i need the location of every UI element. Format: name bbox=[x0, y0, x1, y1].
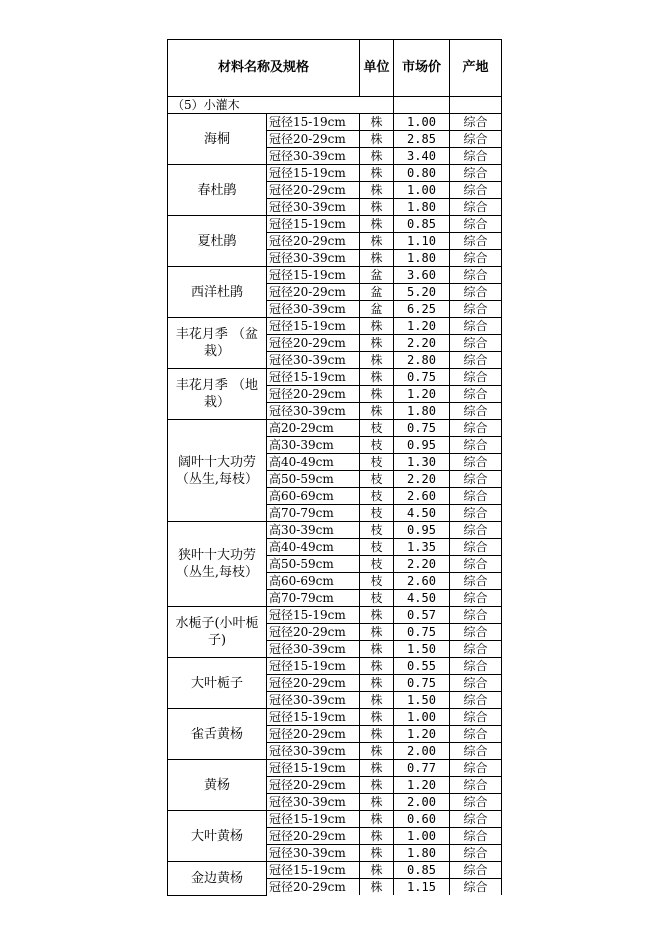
origin-cell: 综合 bbox=[450, 182, 502, 199]
origin-cell: 综合 bbox=[450, 811, 502, 828]
spec-cell: 高60-69cm bbox=[267, 573, 360, 590]
spec-cell: 冠径20-29cm bbox=[267, 386, 360, 403]
unit-cell: 株 bbox=[360, 114, 394, 131]
unit-cell: 株 bbox=[360, 386, 394, 403]
price-cell: 2.20 bbox=[394, 471, 450, 488]
unit-cell: 株 bbox=[360, 131, 394, 148]
price-cell: 0.85 bbox=[394, 862, 450, 879]
material-name: 大叶黄杨 bbox=[168, 811, 267, 862]
material-name: 雀舌黄杨 bbox=[168, 709, 267, 760]
origin-cell: 综合 bbox=[450, 743, 502, 760]
price-cell: 1.00 bbox=[394, 828, 450, 845]
price-cell: 0.80 bbox=[394, 165, 450, 182]
unit-cell: 株 bbox=[360, 182, 394, 199]
origin-cell: 综合 bbox=[450, 675, 502, 692]
spec-cell: 冠径15-19cm bbox=[267, 862, 360, 879]
unit-cell: 株 bbox=[360, 369, 394, 386]
spec-cell: 冠径15-19cm bbox=[267, 216, 360, 233]
unit-cell: 枝 bbox=[360, 556, 394, 573]
origin-cell: 综合 bbox=[450, 148, 502, 165]
origin-cell: 综合 bbox=[450, 352, 502, 369]
price-cell: 4.50 bbox=[394, 590, 450, 607]
origin-cell: 综合 bbox=[450, 522, 502, 539]
spec-cell: 冠径15-19cm bbox=[267, 658, 360, 675]
spec-cell: 冠径15-19cm bbox=[267, 709, 360, 726]
price-cell: 0.95 bbox=[394, 522, 450, 539]
price-cell: 3.40 bbox=[394, 148, 450, 165]
unit-cell: 株 bbox=[360, 624, 394, 641]
unit-cell: 盆 bbox=[360, 301, 394, 318]
origin-cell: 综合 bbox=[450, 488, 502, 505]
unit-cell: 株 bbox=[360, 760, 394, 777]
unit-cell: 株 bbox=[360, 743, 394, 760]
price-cell: 0.55 bbox=[394, 658, 450, 675]
unit-cell: 枝 bbox=[360, 488, 394, 505]
table-row bbox=[168, 607, 502, 624]
price-cell: 0.95 bbox=[394, 437, 450, 454]
origin-cell: 综合 bbox=[450, 709, 502, 726]
unit-cell: 株 bbox=[360, 828, 394, 845]
origin-cell: 综合 bbox=[450, 471, 502, 488]
spec-cell: 冠径15-19cm bbox=[267, 165, 360, 182]
unit-cell: 枝 bbox=[360, 420, 394, 437]
price-cell: 1.20 bbox=[394, 726, 450, 743]
origin-cell: 综合 bbox=[450, 794, 502, 811]
price-cell: 1.00 bbox=[394, 709, 450, 726]
unit-cell: 株 bbox=[360, 318, 394, 335]
table-row bbox=[168, 709, 502, 726]
spec-cell: 冠径30-39cm bbox=[267, 301, 360, 318]
spec-cell: 冠径20-29cm bbox=[267, 726, 360, 743]
origin-cell: 综合 bbox=[450, 607, 502, 624]
unit-cell: 株 bbox=[360, 250, 394, 267]
unit-cell: 株 bbox=[360, 726, 394, 743]
section-title: （5）小灌木 bbox=[168, 97, 394, 114]
price-cell: 1.20 bbox=[394, 318, 450, 335]
price-cell: 4.50 bbox=[394, 505, 450, 522]
origin-cell: 综合 bbox=[450, 267, 502, 284]
unit-cell: 枝 bbox=[360, 539, 394, 556]
unit-cell: 枝 bbox=[360, 471, 394, 488]
unit-cell: 株 bbox=[360, 216, 394, 233]
table-row bbox=[168, 318, 502, 335]
unit-cell: 株 bbox=[360, 862, 394, 879]
origin-cell: 综合 bbox=[450, 233, 502, 250]
table-row bbox=[168, 165, 502, 182]
material-name: 狭叶十大功劳（丛生,每枝） bbox=[168, 522, 267, 607]
spec-cell: 高40-49cm bbox=[267, 454, 360, 471]
price-table-body bbox=[168, 40, 502, 896]
spec-cell: 冠径15-19cm bbox=[267, 318, 360, 335]
unit-cell: 株 bbox=[360, 709, 394, 726]
table-row bbox=[168, 369, 502, 386]
material-name: 夏杜鹃 bbox=[168, 216, 267, 267]
origin-cell: 综合 bbox=[450, 539, 502, 556]
price-cell: 5.20 bbox=[394, 284, 450, 301]
section-empty-cell bbox=[450, 97, 502, 114]
unit-cell: 株 bbox=[360, 811, 394, 828]
table-row bbox=[168, 811, 502, 828]
spec-cell: 高40-49cm bbox=[267, 539, 360, 556]
unit-cell: 株 bbox=[360, 335, 394, 352]
spec-cell: 冠径20-29cm bbox=[267, 624, 360, 641]
table-row bbox=[168, 522, 502, 539]
price-sheet bbox=[167, 39, 502, 896]
price-cell: 1.80 bbox=[394, 403, 450, 420]
price-cell: 6.25 bbox=[394, 301, 450, 318]
spec-cell: 高30-39cm bbox=[267, 522, 360, 539]
origin-cell: 综合 bbox=[450, 505, 502, 522]
material-name: 春杜鹃 bbox=[168, 165, 267, 216]
unit-cell: 株 bbox=[360, 658, 394, 675]
material-name: 丰花月季 （盆栽） bbox=[168, 318, 267, 369]
spec-cell: 冠径30-39cm bbox=[267, 794, 360, 811]
spec-cell: 高50-59cm bbox=[267, 471, 360, 488]
table-row bbox=[168, 216, 502, 233]
price-cell: 1.50 bbox=[394, 692, 450, 709]
header-unit: 单位 bbox=[360, 40, 394, 97]
spec-cell: 冠径20-29cm bbox=[267, 828, 360, 845]
origin-cell: 综合 bbox=[450, 573, 502, 590]
price-cell: 0.75 bbox=[394, 420, 450, 437]
header-name-spec: 材料名称及规格 bbox=[168, 40, 360, 97]
origin-cell: 综合 bbox=[450, 624, 502, 641]
header-price: 市场价 bbox=[394, 40, 450, 97]
spec-cell: 冠径15-19cm bbox=[267, 811, 360, 828]
spec-cell: 冠径30-39cm bbox=[267, 845, 360, 862]
price-cell: 2.60 bbox=[394, 488, 450, 505]
price-cell: 2.00 bbox=[394, 794, 450, 811]
spec-cell: 冠径20-29cm bbox=[267, 335, 360, 352]
unit-cell: 枝 bbox=[360, 590, 394, 607]
origin-cell: 综合 bbox=[450, 165, 502, 182]
spec-cell: 冠径15-19cm bbox=[267, 369, 360, 386]
price-cell: 2.20 bbox=[394, 335, 450, 352]
spec-cell: 高20-29cm bbox=[267, 420, 360, 437]
unit-cell: 株 bbox=[360, 777, 394, 794]
spec-cell: 高60-69cm bbox=[267, 488, 360, 505]
origin-cell: 综合 bbox=[450, 641, 502, 658]
origin-cell: 综合 bbox=[450, 590, 502, 607]
spec-cell: 冠径20-29cm bbox=[267, 131, 360, 148]
material-name: 丰花月季 （地栽） bbox=[168, 369, 267, 420]
origin-cell: 综合 bbox=[450, 386, 502, 403]
spec-cell: 冠径15-19cm bbox=[267, 607, 360, 624]
price-cell: 1.00 bbox=[394, 114, 450, 131]
price-cell: 1.10 bbox=[394, 233, 450, 250]
unit-cell: 株 bbox=[360, 675, 394, 692]
origin-cell: 综合 bbox=[450, 760, 502, 777]
origin-cell: 综合 bbox=[450, 845, 502, 862]
origin-cell: 综合 bbox=[450, 828, 502, 845]
price-cell: 1.80 bbox=[394, 199, 450, 216]
header-row bbox=[168, 40, 502, 97]
spec-cell: 高70-79cm bbox=[267, 590, 360, 607]
unit-cell: 株 bbox=[360, 165, 394, 182]
spec-cell: 冠径30-39cm bbox=[267, 148, 360, 165]
spec-cell: 冠径30-39cm bbox=[267, 743, 360, 760]
origin-cell: 综合 bbox=[450, 420, 502, 437]
origin-cell: 综合 bbox=[450, 403, 502, 420]
origin-cell: 综合 bbox=[450, 114, 502, 131]
spec-cell: 高70-79cm bbox=[267, 505, 360, 522]
price-cell: 0.75 bbox=[394, 624, 450, 641]
origin-cell: 综合 bbox=[450, 879, 502, 896]
unit-cell: 枝 bbox=[360, 522, 394, 539]
origin-cell: 综合 bbox=[450, 658, 502, 675]
price-cell: 0.75 bbox=[394, 675, 450, 692]
origin-cell: 综合 bbox=[450, 726, 502, 743]
price-cell: 1.35 bbox=[394, 539, 450, 556]
price-cell: 2.80 bbox=[394, 352, 450, 369]
spec-cell: 冠径30-39cm bbox=[267, 692, 360, 709]
spec-cell: 高30-39cm bbox=[267, 437, 360, 454]
price-cell: 2.20 bbox=[394, 556, 450, 573]
origin-cell: 综合 bbox=[450, 335, 502, 352]
unit-cell: 枝 bbox=[360, 505, 394, 522]
unit-cell: 株 bbox=[360, 352, 394, 369]
price-cell: 1.30 bbox=[394, 454, 450, 471]
spec-cell: 冠径20-29cm bbox=[267, 233, 360, 250]
price-cell: 0.77 bbox=[394, 760, 450, 777]
material-name: 大叶栀子 bbox=[168, 658, 267, 709]
unit-cell: 株 bbox=[360, 148, 394, 165]
unit-cell: 株 bbox=[360, 879, 394, 896]
origin-cell: 综合 bbox=[450, 131, 502, 148]
spec-cell: 冠径30-39cm bbox=[267, 403, 360, 420]
material-name: 海桐 bbox=[168, 114, 267, 165]
spec-cell: 冠径30-39cm bbox=[267, 199, 360, 216]
spec-cell: 冠径30-39cm bbox=[267, 641, 360, 658]
unit-cell: 株 bbox=[360, 692, 394, 709]
spec-cell: 冠径20-29cm bbox=[267, 777, 360, 794]
section-row bbox=[168, 97, 502, 114]
price-cell: 2.85 bbox=[394, 131, 450, 148]
price-cell: 1.15 bbox=[394, 879, 450, 896]
price-cell: 1.50 bbox=[394, 641, 450, 658]
price-cell: 2.60 bbox=[394, 573, 450, 590]
spec-cell: 高50-59cm bbox=[267, 556, 360, 573]
origin-cell: 综合 bbox=[450, 692, 502, 709]
table-row bbox=[168, 760, 502, 777]
unit-cell: 株 bbox=[360, 607, 394, 624]
origin-cell: 综合 bbox=[450, 437, 502, 454]
origin-cell: 综合 bbox=[450, 556, 502, 573]
spec-cell: 冠径15-19cm bbox=[267, 760, 360, 777]
origin-cell: 综合 bbox=[450, 318, 502, 335]
unit-cell: 枝 bbox=[360, 454, 394, 471]
material-name: 西洋杜鹃 bbox=[168, 267, 267, 318]
spec-cell: 冠径20-29cm bbox=[267, 182, 360, 199]
price-cell: 2.00 bbox=[394, 743, 450, 760]
price-table bbox=[167, 39, 502, 896]
unit-cell: 株 bbox=[360, 845, 394, 862]
table-row bbox=[168, 658, 502, 675]
unit-cell: 枝 bbox=[360, 573, 394, 590]
unit-cell: 株 bbox=[360, 199, 394, 216]
unit-cell: 盆 bbox=[360, 284, 394, 301]
price-cell: 3.60 bbox=[394, 267, 450, 284]
spec-cell: 冠径30-39cm bbox=[267, 250, 360, 267]
price-cell: 1.80 bbox=[394, 250, 450, 267]
table-row bbox=[168, 420, 502, 437]
header-origin: 产地 bbox=[450, 40, 502, 97]
price-cell: 0.60 bbox=[394, 811, 450, 828]
price-cell: 0.57 bbox=[394, 607, 450, 624]
spec-cell: 冠径15-19cm bbox=[267, 267, 360, 284]
price-cell: 1.20 bbox=[394, 777, 450, 794]
price-cell: 1.80 bbox=[394, 845, 450, 862]
price-cell: 0.85 bbox=[394, 216, 450, 233]
unit-cell: 株 bbox=[360, 794, 394, 811]
unit-cell: 株 bbox=[360, 641, 394, 658]
price-cell: 0.75 bbox=[394, 369, 450, 386]
spec-cell: 冠径20-29cm bbox=[267, 284, 360, 301]
origin-cell: 综合 bbox=[450, 250, 502, 267]
origin-cell: 综合 bbox=[450, 454, 502, 471]
unit-cell: 株 bbox=[360, 403, 394, 420]
origin-cell: 综合 bbox=[450, 369, 502, 386]
origin-cell: 综合 bbox=[450, 301, 502, 318]
unit-cell: 枝 bbox=[360, 437, 394, 454]
table-row bbox=[168, 114, 502, 131]
origin-cell: 综合 bbox=[450, 284, 502, 301]
origin-cell: 综合 bbox=[450, 862, 502, 879]
spec-cell: 冠径20-29cm bbox=[267, 879, 360, 896]
table-row bbox=[168, 862, 502, 879]
table-row bbox=[168, 267, 502, 284]
material-name: 金边黄杨 bbox=[168, 862, 267, 896]
spec-cell: 冠径15-19cm bbox=[267, 114, 360, 131]
origin-cell: 综合 bbox=[450, 777, 502, 794]
origin-cell: 综合 bbox=[450, 216, 502, 233]
material-name: 阔叶十大功劳（丛生,每枝） bbox=[168, 420, 267, 522]
origin-cell: 综合 bbox=[450, 199, 502, 216]
unit-cell: 盆 bbox=[360, 267, 394, 284]
unit-cell: 株 bbox=[360, 233, 394, 250]
spec-cell: 冠径20-29cm bbox=[267, 675, 360, 692]
section-empty-cell bbox=[394, 97, 450, 114]
spec-cell: 冠径30-39cm bbox=[267, 352, 360, 369]
material-name: 黄杨 bbox=[168, 760, 267, 811]
price-cell: 1.20 bbox=[394, 386, 450, 403]
material-name: 水栀子(小叶栀子) bbox=[168, 607, 267, 658]
price-cell: 1.00 bbox=[394, 182, 450, 199]
